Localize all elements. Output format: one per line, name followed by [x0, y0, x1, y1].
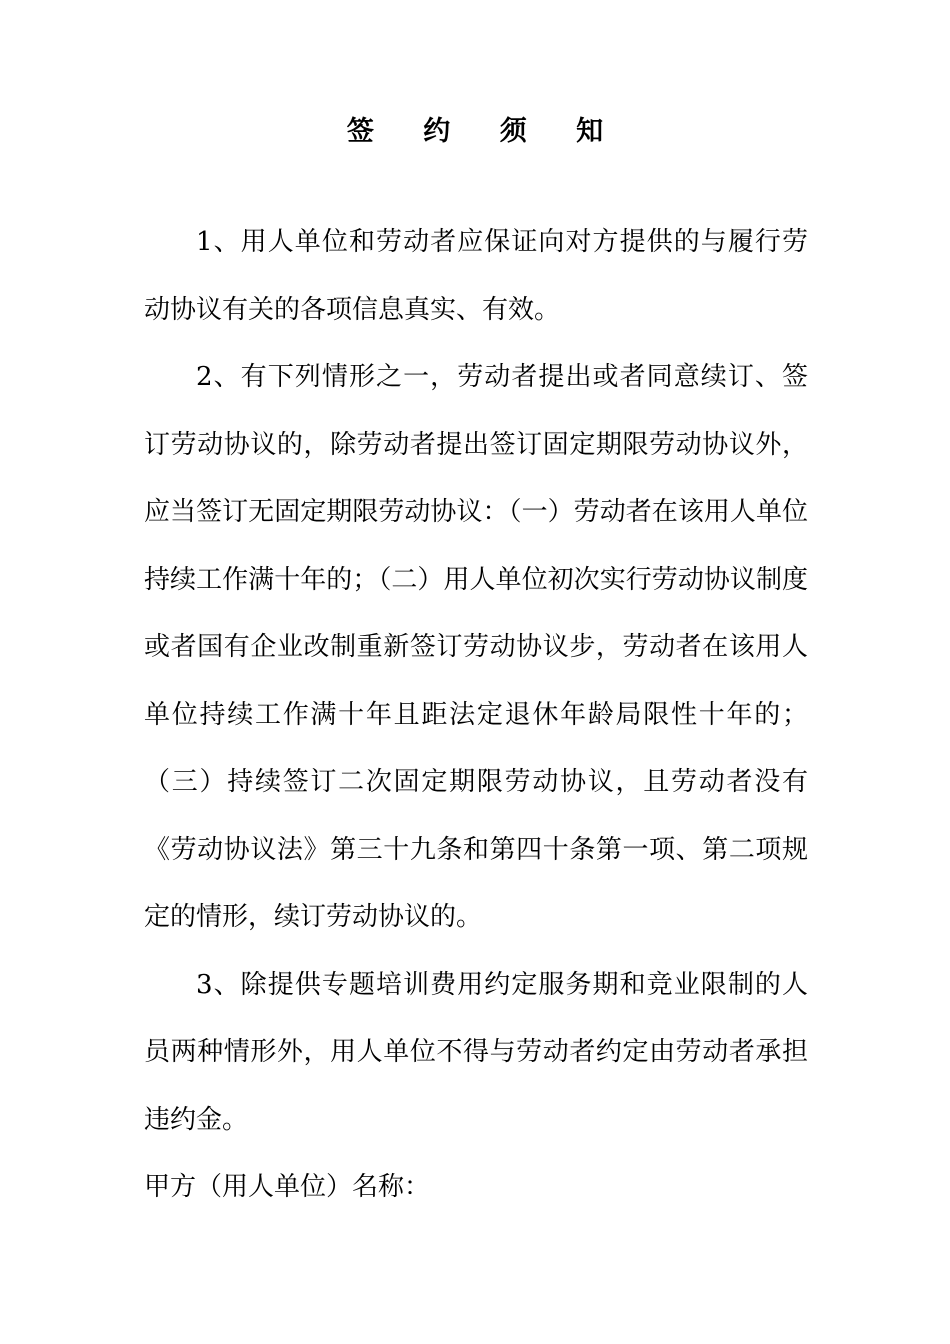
party-a-name-label: 甲方（用人单位）名称：	[144, 1172, 431, 1202]
document-title: 签 约 须 知	[346, 116, 624, 147]
clause-3: 3、除提供专题培训费用约定服务期和竞业限制的人员两种情形外，用人单位不得与劳动者约定由劳动者承担违约金。	[144, 969, 808, 1135]
clause-1: 1、用人单位和劳动者应保证向对方提供的与履行劳动协议有关的各项信息真实、有效。	[144, 227, 808, 325]
clause-2: 2、有下列情形之一，劳动者提出或者同意续订、签订劳动协议的，除劳动者提出签订固定期限劳动协议外，应当签订无固定期限劳动协议：（一）劳动者在该用人单位持续工作满十年的；（二）用人单位初次实行劳动协议制度或者国有企业改制重新签订劳动协议步，劳动者在该用人单位持续工作满十年且距法定退休年龄局限性十年的；（三）持续签订二次固定期限劳动协议，且劳动者没有《劳动协议法》第三十九条和第四十条第一项、第二项规定的情形，续订劳动协议的。	[144, 362, 808, 932]
document-body	[144, 209, 808, 1222]
